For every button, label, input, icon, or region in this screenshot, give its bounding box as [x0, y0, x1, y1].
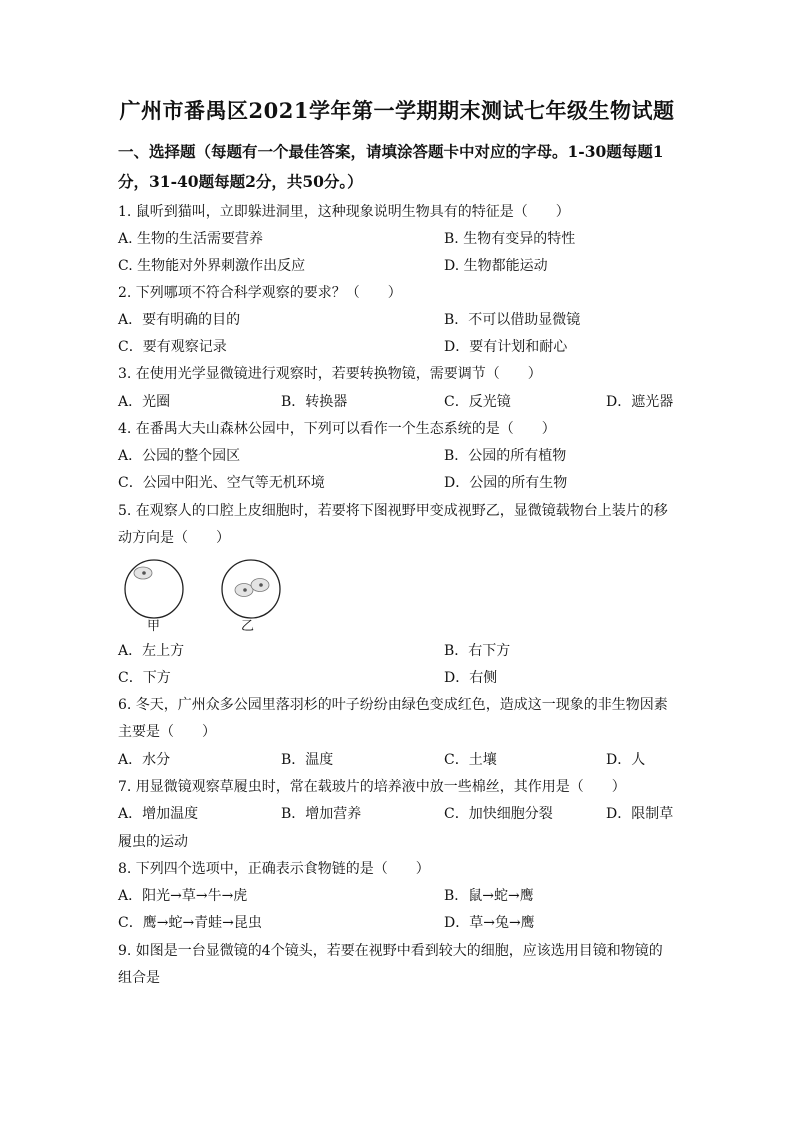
field-yi-label: 乙 [241, 619, 255, 634]
question-8-option-c: C．鹰→蛇→青蛙→昆虫 [118, 915, 262, 931]
section-heading-line-2: 分，31-40题每题2分，共50分。） [118, 172, 363, 191]
question-3-stem: 3. 在使用光学显微镜进行观察时，若要转换物镜，需要调节（ ） [118, 366, 542, 382]
question-3-option-d: D．遮光器 [606, 394, 674, 410]
question-2-option-d: D．要有计划和耐心 [444, 339, 568, 355]
question-4-option-d: D．公园的所有生物 [444, 475, 568, 491]
question-4-option-c: C．公园中阳光、空气等无机环境 [118, 475, 325, 491]
field-jia-label: 甲 [147, 619, 161, 634]
question-8-option-b: B．鼠→蛇→鹰 [444, 888, 534, 904]
question-6-option-d: D．人 [606, 752, 646, 768]
question-8-stem: 8. 下列四个选项中，正确表示食物链的是（ ） [118, 861, 430, 877]
question-1-option-b: B. 生物有变异的特性 [444, 231, 576, 247]
question-7-option-d: D．限制草 [606, 806, 674, 822]
question-4-option-b: B．公园的所有植物 [444, 448, 567, 464]
question-6-option-c: C．土壤 [444, 752, 497, 768]
question-2-option-a: A．要有明确的目的 [118, 312, 241, 328]
question-1-stem: 1. 鼠听到猫叫，立即躲进洞里，这种现象说明生物具有的特征是（ ） [118, 204, 570, 220]
question-3-option-b: B．转换器 [281, 394, 348, 410]
field-yi-nucleus-1 [243, 588, 247, 592]
field-jia-nucleus [142, 571, 146, 575]
question-9-stem-line-1: 9. 如图是一台显微镜的4个镜头，若要在视野中看到较大的细胞，应该选用目镜和物镜的 [118, 943, 663, 959]
microscope-field-of-view-figure [115, 552, 295, 634]
question-4-option-a: A．公园的整个园区 [118, 448, 241, 464]
question-6-option-a: A．水分 [118, 752, 171, 768]
question-2-option-b: B．不可以借助显微镜 [444, 312, 581, 328]
field-jia-circle [125, 560, 183, 618]
field-yi-nucleus-2 [259, 583, 263, 587]
question-7-option-d-continued: 履虫的运动 [118, 834, 188, 850]
question-7-option-b: B．增加营养 [281, 806, 362, 822]
question-6-option-b: B．温度 [281, 752, 334, 768]
question-5-stem-line-1: 5. 在观察人的口腔上皮细胞时，若要将下图视野甲变成视野乙，显微镜载物台上装片的移 [118, 503, 668, 519]
section-heading-line-1: 一、选择题（每题有一个最佳答案，请填涂答题卡中对应的字母。1-30题每题1 [118, 142, 664, 161]
question-1-option-a: A. 生物的生活需要营养 [118, 231, 264, 247]
question-3-option-c: C．反光镜 [444, 394, 511, 410]
question-6-stem-line-2: 主要是（ ） [118, 724, 216, 740]
question-6-stem-line-1: 6. 冬天，广州众多公园里落羽杉的叶子纷纷由绿色变成红色，造成这一现象的非生物因素 [118, 697, 668, 713]
question-8-option-a: A．阳光→草→牛→虎 [118, 888, 248, 904]
question-8-option-d: D．草→兔→鹰 [444, 915, 535, 931]
question-5-option-c: C．下方 [118, 670, 171, 686]
question-1-option-d: D. 生物都能运动 [444, 258, 548, 274]
question-4-stem: 4. 在番禺大夫山森林公园中，下列可以看作一个生态系统的是（ ） [118, 421, 556, 437]
question-2-option-c: C．要有观察记录 [118, 339, 227, 355]
question-1-option-c: C. 生物能对外界刺激作出反应 [118, 258, 306, 274]
question-5-option-b: B．右下方 [444, 643, 511, 659]
question-5-option-d: D．右侧 [444, 670, 498, 686]
question-7-option-c: C．加快细胞分裂 [444, 806, 553, 822]
question-3-option-a: A．光圈 [118, 394, 171, 410]
question-5-stem-line-2: 动方向是（ ） [118, 530, 230, 546]
question-5-option-a: A．左上方 [118, 643, 185, 659]
page-title: 广州市番禺区2021学年第一学期期末测试七年级生物试题 [119, 98, 675, 123]
question-7-option-a: A．增加温度 [118, 806, 199, 822]
question-2-stem: 2. 下列哪项不符合科学观察的要求？（ ） [118, 285, 402, 301]
question-7-stem: 7. 用显微镜观察草履虫时，常在载玻片的培养液中放一些棉丝，其作用是（ ） [118, 779, 626, 795]
question-9-stem-line-2: 组合是 [118, 970, 160, 986]
